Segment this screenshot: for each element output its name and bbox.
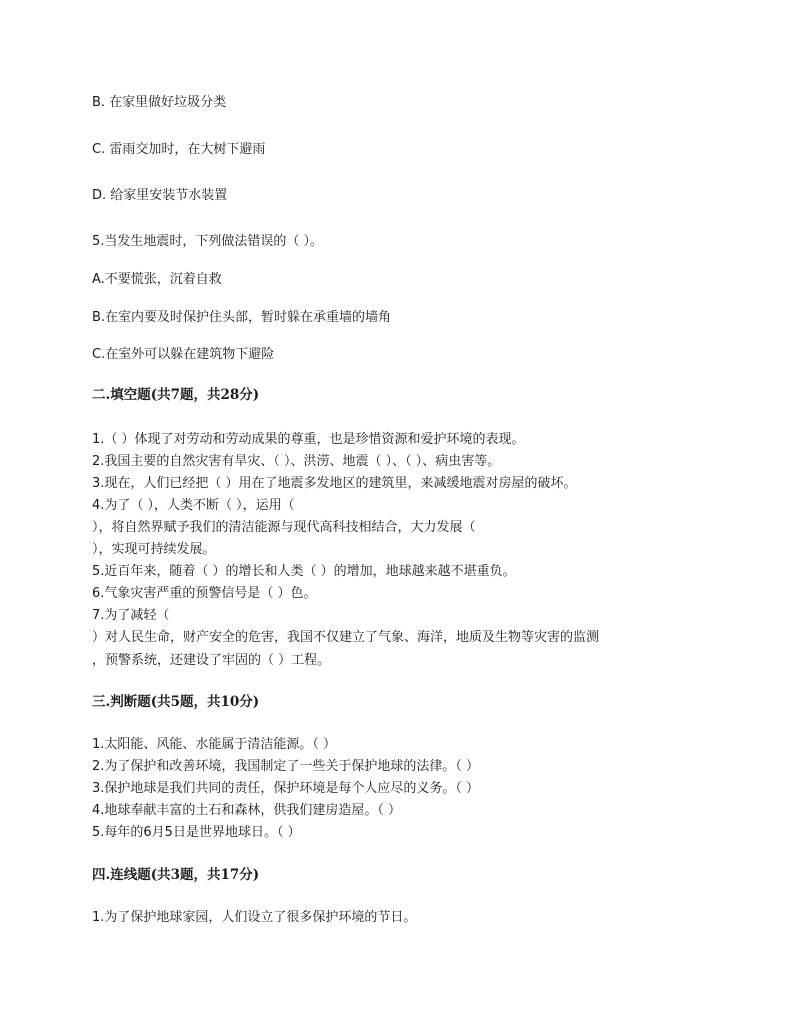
fill-line: 2.我国主要的自然灾害有旱灾、（ ）、洪涝、地震（ ）、（ ）、病虫害等。	[92, 454, 501, 469]
fill-line: 3.现在，人们已经把（ ）用在了地震多发地区的建筑里，来减缓地震对房屋的破坏。	[92, 476, 577, 491]
fill-line: ），将自然界赋予我们的清洁能源与现代高科技相结合，大力发展（	[92, 520, 476, 535]
section-2-heading: 二.填空题(共7题，共28分)	[92, 387, 260, 403]
fill-line: 6.气象灾害严重的预警信号是（ ）色。	[92, 586, 317, 601]
q5-option-b: B.在室内要及时保护住头部，暂时躲在承重墙的墙角	[92, 310, 392, 325]
q5-option-a: A.不要慌张，沉着自救	[92, 272, 222, 287]
judge-line: 5.每年的6月5日是世界地球日。（ ）	[92, 825, 301, 840]
match-line: 1.为了保护地球家园，人们设立了很多保护环境的节日。	[92, 910, 417, 925]
judge-line: 1.太阳能、风能、水能属于清洁能源。（ ）	[92, 737, 337, 752]
fill-line: 5.近百年来，随着（ ）的增长和人类（ ）的增加，地球越来越不堪重负。	[92, 564, 516, 579]
q5-option-c: C.在室外可以躲在建筑物下避险	[92, 347, 275, 362]
fill-line: 1.（ ）体现了对劳动和劳动成果的尊重，也是珍惜资源和爱护环境的表现。	[92, 432, 525, 447]
judge-line: 3.保护地球是我们共同的责任，保护环境是每个人应尽的义务。（ ）	[92, 781, 480, 796]
q5-stem: 5.当发生地震时，下列做法错误的（ ）。	[92, 234, 324, 249]
fill-line: 7.为了减轻（	[92, 608, 170, 623]
fill-line: 4.为了（ ），人类不断（ ），运用（	[92, 498, 295, 513]
q4-option-b: B. 在家里做好垃圾分类	[92, 95, 227, 110]
section-4-heading: 四.连线题(共3题，共17分)	[92, 867, 260, 883]
section-3-heading: 三.判断题(共5题，共10分)	[92, 694, 260, 710]
fill-line: ）对人民生命，财产安全的危害，我国不仅建立了气象、海洋，地质及生物等灾害的监测	[92, 630, 600, 645]
judge-line: 2.为了保护和改善环境，我国制定了一些关于保护地球的法律。（ ）	[92, 759, 480, 774]
fill-line: ，预警系统，还建设了牢固的（ ）工程。	[92, 653, 331, 668]
judge-line: 4.地球奉献丰富的土石和森林，供我们建房造屋。（ ）	[92, 803, 402, 818]
q4-option-c: C. 雷雨交加时，在大树下避雨	[92, 142, 266, 157]
q4-option-d: D. 给家里安装节水装置	[92, 188, 228, 203]
fill-line: ），实现可持续发展。	[92, 542, 216, 557]
